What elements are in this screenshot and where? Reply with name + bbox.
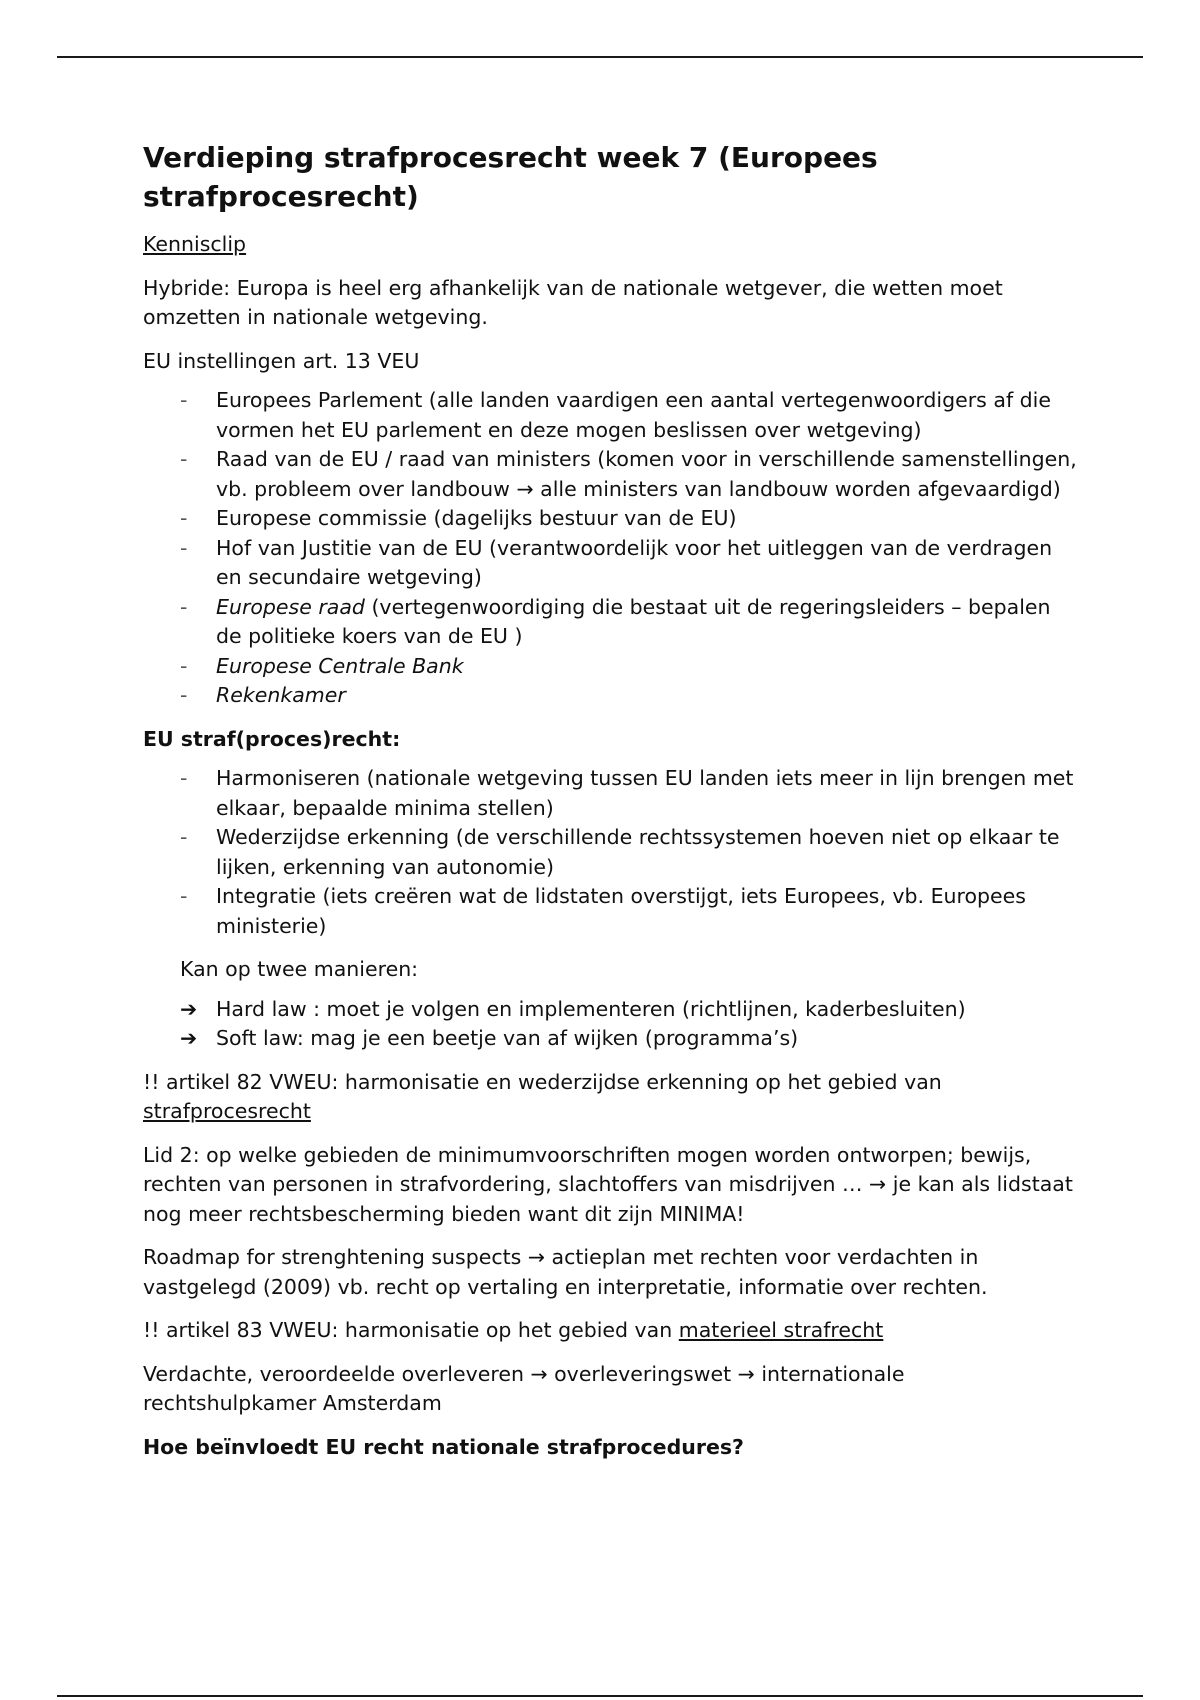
dash-marker: - xyxy=(180,683,188,707)
instellingen-list xyxy=(143,386,1078,711)
list-item xyxy=(143,593,1078,652)
dash-marker: - xyxy=(180,884,188,908)
section-heading-kennisclip: Kennisclip xyxy=(143,232,247,256)
list-item-text: Integratie (iets creëren wat de lidstaten overstijgt, iets Europees, vb. Europees ministerie) xyxy=(216,884,1026,938)
paragraph-verdachte: Verdachte, veroordeelde overleveren → overleveringswet → internationale rechtshulpkamer Amsterdam xyxy=(143,1361,905,1415)
list-item xyxy=(143,681,1078,711)
artikel-82-text: !! artikel 82 VWEU: harmonisatie en wederzijdse erkenning op het gebied van xyxy=(143,1069,942,1094)
arrow-icon: ➔ xyxy=(180,1026,198,1050)
paragraph-artikel-82 xyxy=(143,1068,1078,1127)
list-item-text: Europese commissie (dagelijks bestuur van de EU) xyxy=(216,506,737,530)
artikel-83-text: !! artikel 83 VWEU: harmonisatie op het gebied van xyxy=(143,1318,679,1342)
list-item-italic: Europese raad xyxy=(216,594,365,619)
header-rule xyxy=(57,56,1143,58)
section-heading-eu-straf: EU straf(proces)recht: xyxy=(143,726,401,751)
dash-marker: - xyxy=(180,766,188,790)
document-title: Verdieping strafprocesrecht week 7 (Europees strafprocesrecht) xyxy=(143,141,878,213)
artikel-83-underlined: materieel strafrecht xyxy=(678,1318,884,1342)
dash-marker: - xyxy=(180,388,188,412)
arrow-icon: ➔ xyxy=(180,996,198,1021)
list-item xyxy=(143,445,1078,504)
law-list xyxy=(143,995,1078,1054)
list-item-text: (vertegenwoordiging die bestaat uit de regeringsleiders – bepalen de politieke koers van de EU ) xyxy=(216,594,1051,648)
list-item xyxy=(143,882,1078,941)
paragraph-lid-2: Lid 2: op welke gebieden de minimumvoorschriften mogen worden ontworpen; bewijs, rechten van personen in strafvordering, slachtoffers van misdrijven … → je kan als lidstaat nog meer rechtsbescherming bieden want dit zijn MINIMA! xyxy=(143,1142,1073,1226)
paragraph-hybride: Hybride: Europa is heel erg afhankelijk van de nationale wetgever, die wetten moet omzetten in nationale wetgeving. xyxy=(143,275,1003,329)
list-item xyxy=(143,534,1078,593)
paragraph-roadmap: Roadmap for strenghtening suspects → actieplan met rechten voor verdachten in vastgelegd (2009) vb. recht op vertaling en interpretatie, informatie over rechten. xyxy=(143,1245,988,1299)
list-item xyxy=(143,1024,1078,1054)
list-item xyxy=(143,823,1078,882)
list-item-text: Hard law : moet je volgen en implementeren (richtlijnen, kaderbesluiten) xyxy=(216,996,966,1021)
straf-list xyxy=(143,764,1078,941)
paragraph-artikel-83 xyxy=(143,1316,1078,1346)
list-item-italic: Europese Centrale Bank xyxy=(216,653,464,678)
dash-marker: - xyxy=(180,447,188,471)
dash-marker: - xyxy=(180,594,188,619)
list-item-text: Soft law: mag je een beetje van af wijken (programma’s) xyxy=(216,1026,799,1050)
dash-marker: - xyxy=(180,653,188,678)
list-item-text: Hof van Justitie van de EU (verantwoordelijk voor het uitleggen van de verdragen en secundaire wetgeving) xyxy=(216,535,1053,589)
paragraph-manieren: Kan op twee manieren: xyxy=(180,957,419,981)
list-item-text: Raad van de EU / raad van ministers (komen voor in verschillende samenstellingen, vb. probleem over landbouw → alle ministers van landbouw worden afgevaardigd) xyxy=(216,447,1077,501)
section-heading-hoe: Hoe beïnvloedt EU recht nationale strafprocedures? xyxy=(143,1434,744,1459)
list-item-text: Harmoniseren (nationale wetgeving tussen EU landen iets meer in lijn brengen met elkaar, bepaalde minima stellen) xyxy=(216,766,1074,820)
list-item xyxy=(143,995,1078,1025)
dash-marker: - xyxy=(180,825,188,849)
list-item xyxy=(143,386,1078,445)
dash-marker: - xyxy=(180,506,188,530)
list-item xyxy=(143,652,1078,682)
footer-rule xyxy=(57,1695,1143,1697)
paragraph-instellingen: EU instellingen art. 13 VEU xyxy=(143,348,420,373)
document-page xyxy=(143,138,1078,1476)
list-item-text: Europees Parlement (alle landen vaardigen een aantal vertegenwoordigers af die vormen het EU parlement en deze mogen beslissen over wetgeving) xyxy=(216,388,1051,442)
list-item-text: Wederzijdse erkenning (de verschillende rechtssystemen hoeven niet op elkaar te lijken, erkenning van autonomie) xyxy=(216,825,1060,879)
list-item xyxy=(143,764,1078,823)
artikel-82-underlined: strafprocesrecht xyxy=(143,1099,311,1123)
list-item-italic: Rekenkamer xyxy=(216,683,346,707)
list-item xyxy=(143,504,1078,534)
dash-marker: - xyxy=(180,535,188,560)
